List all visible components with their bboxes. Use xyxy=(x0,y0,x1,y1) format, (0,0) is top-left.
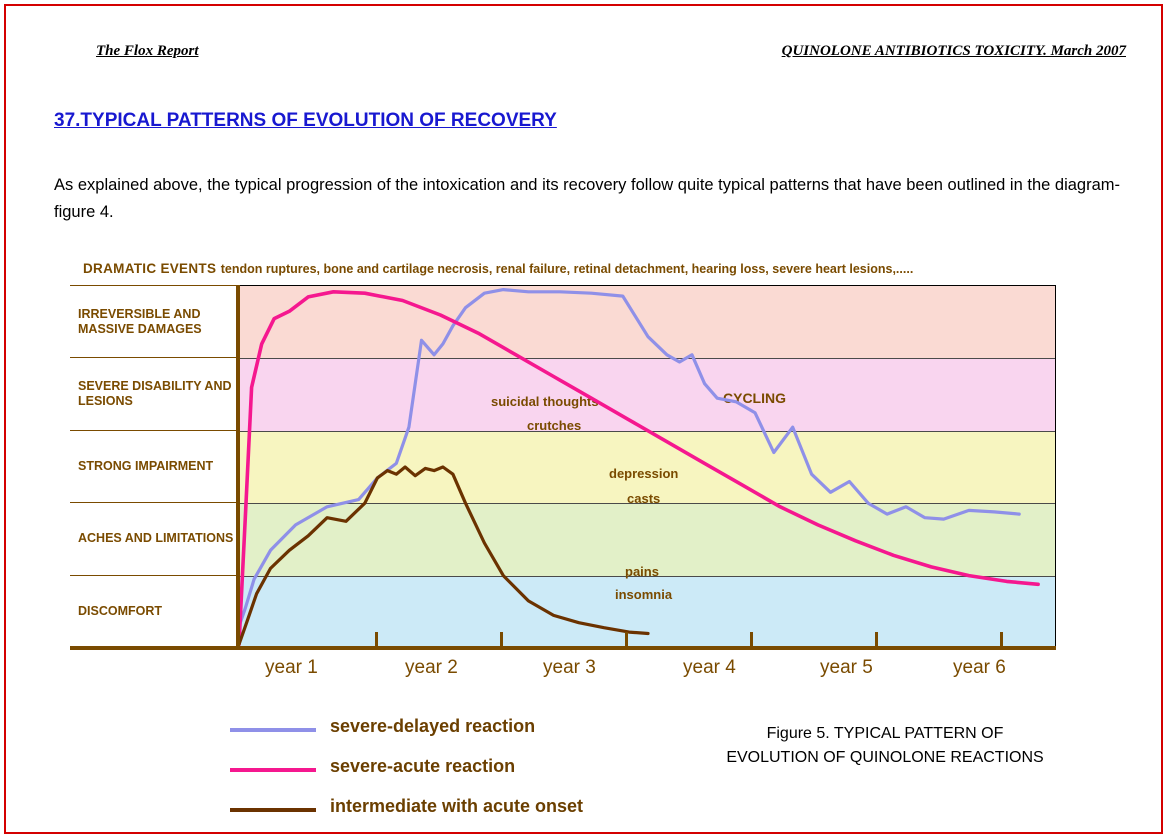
chart-curves xyxy=(239,286,1057,648)
series-intermediate-acute-onset xyxy=(239,467,648,644)
x-label-year4: year 4 xyxy=(683,657,736,678)
x-tick-year4 xyxy=(750,632,753,648)
header-document-subject: QUINOLONE ANTIBIOTICS TOXICITY. March 2007 xyxy=(781,43,1126,59)
x-label-year6: year 6 xyxy=(953,657,1006,678)
annotation-cycling: CYCLING xyxy=(723,390,786,406)
legend-item-severe-delayed xyxy=(230,714,680,754)
figure-caption: Figure 5. TYPICAL PATTERN OF EVOLUTION OF QUINOLONE REACTIONS xyxy=(726,725,1044,766)
series-severe-acute xyxy=(239,292,1038,645)
band-label-irreversible: IRREVERSIBLE AND MASSIVE DAMAGES xyxy=(70,286,238,358)
x-tick-year5 xyxy=(875,632,878,648)
band-label-aches: ACHES AND LIMITATIONS xyxy=(70,503,238,575)
annotation-suicidal-thoughts: suicidal thoughts xyxy=(491,394,599,409)
dramatic-events-header xyxy=(83,260,913,278)
legend-item-severe-acute xyxy=(230,754,680,794)
header-report-title: The Flox Report xyxy=(96,43,199,59)
page-title: 37.TYPICAL PATTERNS OF EVOLUTION OF RECOVERY xyxy=(54,110,557,131)
legend-swatch-severe-acute xyxy=(230,768,316,772)
x-label-year1: year 1 xyxy=(265,657,318,678)
annotation-pains: pains xyxy=(625,564,659,579)
page-header xyxy=(96,43,1126,67)
plot-area xyxy=(238,285,1056,647)
x-label-year3: year 3 xyxy=(543,657,596,678)
band-label-severe-disability: SEVERE DISABILITY AND LESIONS xyxy=(70,358,238,430)
series-severe-delayed xyxy=(239,290,1019,627)
legend-label-severe-delayed: severe-delayed reaction xyxy=(330,716,536,736)
x-tick-year1 xyxy=(375,632,378,648)
figure-chart xyxy=(60,252,1100,832)
band-label-discomfort: DISCOMFORT xyxy=(78,604,163,619)
x-tick-year3 xyxy=(625,632,628,648)
dramatic-events-title: DRAMATIC EVENTS xyxy=(83,261,217,276)
severity-label-column xyxy=(70,285,238,648)
x-tick-year6 xyxy=(1000,632,1003,648)
y-axis xyxy=(236,285,240,650)
x-label-year2: year 2 xyxy=(405,657,458,678)
annotation-crutches: crutches xyxy=(527,418,582,433)
chart-legend xyxy=(230,714,680,834)
x-tick-year2 xyxy=(500,632,503,648)
legend-item-intermediate xyxy=(230,794,680,834)
legend-label-severe-acute: severe-acute reaction xyxy=(330,756,516,776)
legend-label-intermediate: intermediate with acute onset xyxy=(330,796,584,816)
x-axis xyxy=(70,646,1056,650)
legend-swatch-severe-delayed xyxy=(230,728,316,732)
dramatic-events-list: tendon ruptures, bone and cartilage necrosis, renal failure, retinal detachment, hearing loss, severe heart lesions,..... xyxy=(220,262,914,276)
annotation-depression: depression xyxy=(609,466,679,481)
x-label-year5: year 5 xyxy=(820,657,873,678)
body-paragraph: As explained above, the typical progression of the intoxication and its recovery follow quite typical patterns that have been outlined in the diagram-figure 4. xyxy=(54,176,1120,221)
annotation-casts: casts xyxy=(627,491,661,506)
annotation-insomnia: insomnia xyxy=(615,587,673,602)
legend-swatch-intermediate xyxy=(230,808,316,812)
band-label-strong-impairment: STRONG IMPAIRMENT xyxy=(70,431,238,503)
